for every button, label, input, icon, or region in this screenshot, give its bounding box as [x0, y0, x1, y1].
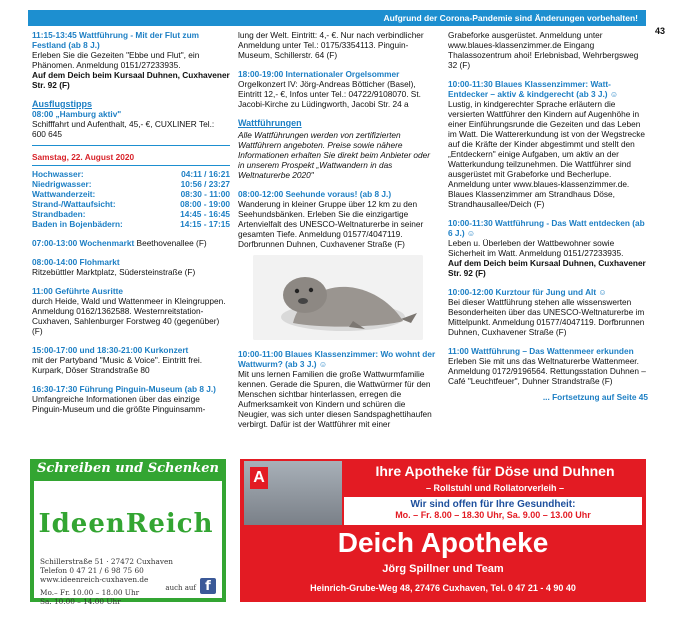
event-title: 10:00-11:30 Wattführung - Das Watt entdecken (ab 6 J.) ☺ — [448, 218, 645, 238]
event-text: lung der Welt. Eintritt: 4,- €. Nur nach verbindlicher Anmeldung unter Tel.: 0175/3354113. Pinguin-Museum, Schillerstr. 64 (F) — [238, 30, 424, 60]
tide-row — [32, 199, 230, 209]
tide-table — [32, 169, 230, 229]
seal-image — [253, 255, 423, 340]
column-1 — [32, 30, 230, 414]
ad-social-text: auch auf — [165, 584, 196, 592]
event-text: Erleben Sie die Gezeiten "Ebbe und Flut", ein Phänomen. Anmeldung 0151/27233935. — [32, 50, 200, 70]
facebook-icon[interactable]: f — [200, 578, 216, 594]
column-2 — [238, 30, 438, 429]
event-title: 11:00 Geführte Ausritte — [32, 286, 123, 296]
tide-label: Hochwasser: — [32, 169, 84, 179]
event-title: 08:00-12:00 Seehunde voraus! (ab 8 J.) — [238, 189, 392, 199]
tide-value: 14:15 - 17:15 — [180, 219, 230, 229]
ad-headline: Ihre Apotheke für Döse und Duhnen — [375, 463, 615, 479]
event-title: 11:15-13:45 Wattführung - Mit der Flut zum Festland (ab 8 J.) — [32, 30, 200, 50]
event-title: 08:00-14:00 Flohmarkt — [32, 257, 120, 267]
tide-row — [32, 219, 230, 229]
apotheke-ad — [240, 459, 646, 602]
ad-body — [34, 481, 222, 606]
event-text: Schifffahrt und Aufenthalt, 45,- €, CUXLINER Tel.: 600 645 — [32, 119, 215, 139]
event-title: 10:00-11:30 Blaues Klassenzimmer: Watt-Entdecker – aktiv & kindgerecht (ab 3 J.) ☺ — [448, 79, 619, 99]
event — [32, 345, 230, 375]
section-note: Alle Wattführungen werden von zertifizierten Wattführern angeboten. Preise sowie nähere Informationen erhalten Sie direkt beim Anbieter oder in unserem Prospekt „Wattwandern in das Weltnaturerbe 2020" — [238, 130, 431, 180]
event-title: 10:00-11:00 Blaues Klassenzimmer: Wo wohnt der Wattwurm? (ab 3 J.) ☺ — [238, 349, 436, 369]
ad-slogan: Schreiben und Schenken — [37, 461, 219, 476]
event — [448, 79, 648, 209]
ad-subline: – Rollstuhl und Rollatorverleih – — [425, 483, 565, 493]
ideenreich-ad — [30, 459, 226, 606]
event-title: 07:00-13:00 Wochenmarkt — [32, 238, 135, 248]
event — [448, 218, 648, 278]
event-text: Beethovenallee (F) — [136, 238, 207, 248]
pharmacy-team: Jörg Spillner und Team — [382, 563, 504, 575]
date-heading: Samstag, 22. August 2020 — [32, 152, 135, 162]
event — [32, 30, 230, 90]
opening-title: Wir sind offen für Ihre Gesundheit: — [410, 499, 576, 510]
divider — [32, 165, 230, 166]
event-text: Grabeforke ausgerüstet. Anmeldung unter www.blaues-klassenzimmer.de Eingang Thalassozentrum ahoi! Erlebnisbad, Wehrbergsweg 32 (F) — [448, 30, 639, 70]
event-location: Auf dem Deich beim Kursaal Duhnen, Cuxhavener Str. 92 (F) — [32, 70, 230, 90]
tide-value: 04:11 / 16:21 — [181, 169, 230, 179]
tide-label: Wattwanderzeit: — [32, 189, 96, 199]
corona-banner: Aufgrund der Corona-Pandemie sind Änderungen vorbehalten! — [28, 10, 646, 26]
event-text: Wanderung in kleiner Gruppe über 12 km zu den Seehundsbänken. Erleben Sie die einzigartige Artenvielfalt des UNESCO-Weltnaturerbe in seiner gesamten Tiefe. Anmeldung 01577/4047119. Dorfbrunnen Duhnen, Cuxhavener Straße (F) — [238, 199, 424, 249]
tide-row — [32, 179, 230, 189]
event-text: mit der Partyband "Music & Voice". Eintritt frei. Kurpark, Döser Strandstraße 80 — [32, 355, 203, 375]
event — [238, 189, 438, 249]
event-text: Leben u. Überleben der Wattbewohner sowie Sicherheit im Watt. Anmeldung 0151/27233935. — [448, 238, 624, 258]
event-text: Ritzebüttler Marktplatz, Südersteinstraße (F) — [32, 267, 196, 277]
ad-hours: Mo.– Fr. 10.00 – 18.00 Uhr — [40, 588, 140, 597]
pharmacy-address: Heinrich-Grube-Weg 48, 27476 Cuxhaven, Tel. 0 47 21 - 4 90 40 — [310, 583, 576, 593]
event — [238, 69, 438, 109]
section-ausflugstipps — [32, 99, 230, 139]
event-title: 15:00-17:00 und 18:30-21:00 Kurkonzert — [32, 345, 189, 355]
event — [448, 287, 648, 337]
ad-hours-sat: Sa. 10.00 – 14.00 Uhr — [40, 597, 121, 606]
tide-value: 10:56 / 23:27 — [180, 179, 230, 189]
event-text: Orgelkonzert IV: Jörg-Andreas Bötticher (Basel), Eintritt 12,- €, Infos unter Tel.: 04722/9108070. St. Jacobi-Kirche zu Lüdingworth, Jacobi Str. 24 a — [238, 79, 421, 109]
seal-photo — [253, 255, 423, 340]
event-text: Bei dieser Wattführung stehen alle wissenswerten Besonderheiten über das UNESCO-Weltnaturerbe im Mittelpunkt. Anmeldung 01577/4047119. Dorfbrunnen Duhnen, Cuxhavener Straße (F) — [448, 297, 645, 337]
tide-row — [32, 209, 230, 219]
tide-value: 08:30 - 11:00 — [180, 189, 230, 199]
event — [32, 384, 230, 414]
storefront-photo — [244, 461, 342, 525]
tide-label: Strandbaden: — [32, 209, 86, 219]
section-wattfuehrungen — [238, 118, 438, 180]
tide-row — [32, 189, 230, 199]
ad-website: www.ideenreich-cuxhaven.de — [40, 575, 149, 584]
tide-label: Niedrigwasser: — [32, 179, 92, 189]
page-number: 43 — [654, 26, 665, 36]
event-text: Umfangreiche Informationen über das einzige Pinguin-Museum und die größte Pinguinsamm- — [32, 394, 206, 414]
event — [448, 346, 648, 386]
event-text: Erleben Sie mit uns das Weltnaturerbe Wattenmeer. Anmeldung 0172/9196564. Rettungsstation Duhnen – Café "Leuchtfeuer", Duhner Strandstraße (F) — [448, 356, 646, 386]
tide-value: 08:00 - 19:00 — [180, 199, 230, 209]
opening-hours: Mo. – Fr. 8.00 – 18.30 Uhr, Sa. 9.00 – 13.00 Uhr — [395, 510, 591, 520]
apotheke-sign-icon: A — [250, 467, 268, 489]
event-title: 08:00 „Hamburg aktiv" — [32, 109, 122, 119]
event-location: Auf dem Deich beim Kursaal Duhnen, Cuxhavener Str. 92 (F) — [448, 258, 646, 278]
event-text: Mit uns lernen Familien die große Wattwurmfamilie kennen. Gerade die Spuren, die Wattwürmer für den Menschen sichtbar hinterlassen, erregen die Aufmerksamkeit von Kindern und schüren die Neugier, was sich unter diesen Sandspaghettihaufen verbirgt. Dafür ist der Wattführer mit einer — [238, 369, 432, 429]
event-title: 10:00-12:00 Kurztour für Jung und Alt ☺ — [448, 287, 607, 297]
event — [32, 286, 230, 336]
tide-label: Baden in Bojenbädern: — [32, 219, 123, 229]
tide-row — [32, 169, 230, 179]
column-3 — [448, 30, 648, 402]
divider — [32, 145, 230, 146]
opening-hours-box — [344, 497, 642, 525]
event-title: 11:00 Wattführung – Das Wattenmeer erkunden — [448, 346, 634, 356]
event — [238, 349, 438, 429]
section-heading: Wattführungen — [238, 118, 302, 128]
event — [32, 238, 230, 248]
pharmacy-name: Deich Apotheke — [337, 527, 549, 558]
ad-address: Schillerstraße 51 · 27472 Cuxhaven — [40, 557, 173, 566]
brand-logo: IdeenReich — [38, 509, 214, 539]
ad-phone: Telefon 0 47 21 / 6 98 75 60 — [40, 566, 144, 575]
tide-value: 14:45 - 16:45 — [180, 209, 230, 219]
event-title: 16:30-17:30 Führung Pinguin-Museum (ab 8 J.) — [32, 384, 216, 394]
section-heading: Ausflugstipps — [32, 99, 92, 109]
continue-link[interactable]: ... Fortsetzung auf Seite 45 — [542, 392, 648, 402]
tide-label: Strand-/Wattaufsicht: — [32, 199, 116, 209]
event-title: 18:00-19:00 Internationaler Orgelsommer — [238, 69, 400, 79]
event — [32, 257, 230, 277]
ad-contact — [40, 557, 173, 606]
event-text: Lustig, in kindgerechter Sprache erläutern die versierten Wattführer den Kindern auf Augenhöhe in einer Einführungsrunde die Gezeiten und das Leben im Watt. Die Wattererkundung ist von der Wegstrecke auf die Kräfte der Kinder abgestimmt und stellt den „Entdeckern" einige Aufgaben, um aktiv an der Watterkundung teilzunehmen. Die Wattführer sind ausgerüstet mit Grabeforke und Becherlupe. Anmeldung unter www.blaues-klassenzimmer.de. Blaues Klassenzimmer am Strandhaus Döse, Strandhausallee/Deich (F) — [448, 99, 646, 209]
event-text: durch Heide, Wald und Wattenmeer in Kleingruppen. Anmeldung 0162/1362588. Westernreitstation-Cuxhaven, Sahlenburger Forstweg 40 (gegenüber) (F) — [32, 296, 226, 336]
